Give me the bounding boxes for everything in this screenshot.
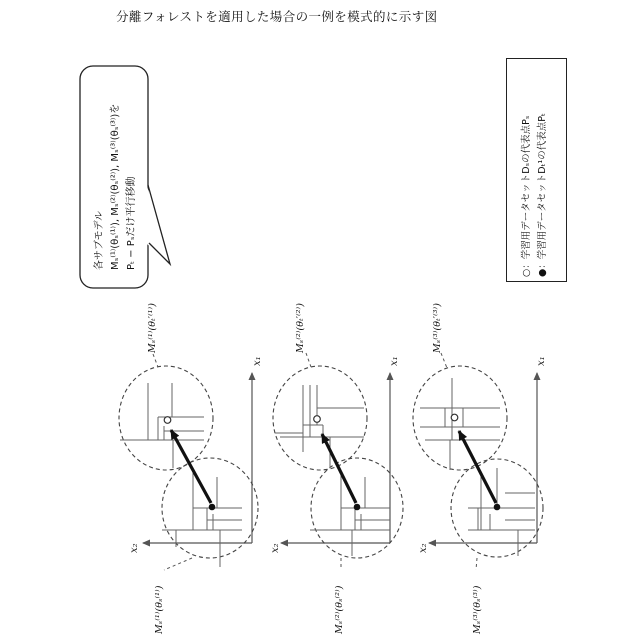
callout-line-1: 各サブモデル: [94, 210, 105, 270]
panel1-source-label-leader: [164, 558, 192, 570]
panel1-target-point-marker: [164, 417, 171, 424]
panel2-translation-arrow: [322, 434, 356, 503]
panel2-x2-axis-label: x₂: [270, 543, 281, 553]
legend-item-source-representative-point: ○：学習用データセットDₛの代表点Pₛ: [521, 115, 532, 277]
legend-item-target-representative-point: ●：学習用データセットDₜ¹の代表点Pₜ: [537, 113, 548, 277]
panel2-target-model-label: Mₛ⁽²⁾(θₜ′⁽²⁾): [295, 302, 306, 353]
panel-3: [413, 353, 543, 570]
panel2-x1-axis-label: x₁: [389, 356, 400, 366]
panel3-target-model-label: Mₛ⁽³⁾(θₜ′⁽³⁾): [432, 302, 443, 353]
panel2-source-model-label: Mₛ⁽²⁾(θₛ⁽²⁾): [334, 585, 345, 634]
panel2-target-point-marker: [314, 416, 321, 423]
panel3-target-point-marker: [451, 414, 458, 421]
figure-title: 分離フォレストを適用した場合の一例を模式的に示す図: [116, 9, 438, 24]
panel1-target-model-label: Mₛ⁽¹⁾(θₜ′⁽¹⁾): [147, 302, 158, 353]
panel3-x2-axis-label: x₂: [418, 543, 429, 553]
panel-1: [119, 354, 258, 570]
panel1-x1-axis-label: x₁: [252, 356, 263, 366]
panel3-source-point-marker: [494, 504, 501, 511]
panel2-target-label-leader: [306, 353, 311, 367]
panel1-x2-axis-label: x₂: [129, 543, 140, 553]
panel-2: [273, 353, 403, 570]
panel2-target-partition-lines: [275, 385, 364, 468]
panel3-target-label-leader: [441, 353, 447, 368]
panel3-x1-axis-label: x₁: [536, 356, 547, 366]
panel3-target-region-ellipse: [413, 366, 507, 470]
callout-line-2: Mₛ⁽¹⁾(θₛ⁽¹⁾), Mₛ⁽²⁾(θₛ⁽²⁾), Mₛ⁽³⁾(θₛ⁽³⁾)を: [110, 103, 121, 270]
panel3-translation-arrow: [459, 431, 496, 503]
panel3-source-label-leader: [476, 558, 477, 570]
callout-text-block: [92, 104, 140, 270]
callout-line-3: Pₜ − Pₛだけ平行移動: [126, 176, 137, 270]
panel3-source-model-label: Mₛ⁽³⁾(θₛ⁽³⁾): [472, 585, 483, 634]
panel1-translation-arrow: [171, 430, 211, 503]
panel3-target-partition-lines: [420, 378, 500, 470]
panel1-target-label-leader: [153, 354, 158, 367]
panel2-source-point-marker: [354, 504, 361, 511]
panel1-source-point-marker: [209, 504, 216, 511]
panel1-source-model-label: Mₛ⁽¹⁾(θₛ⁽¹⁾): [154, 585, 165, 634]
legend-text-block: [519, 113, 551, 277]
